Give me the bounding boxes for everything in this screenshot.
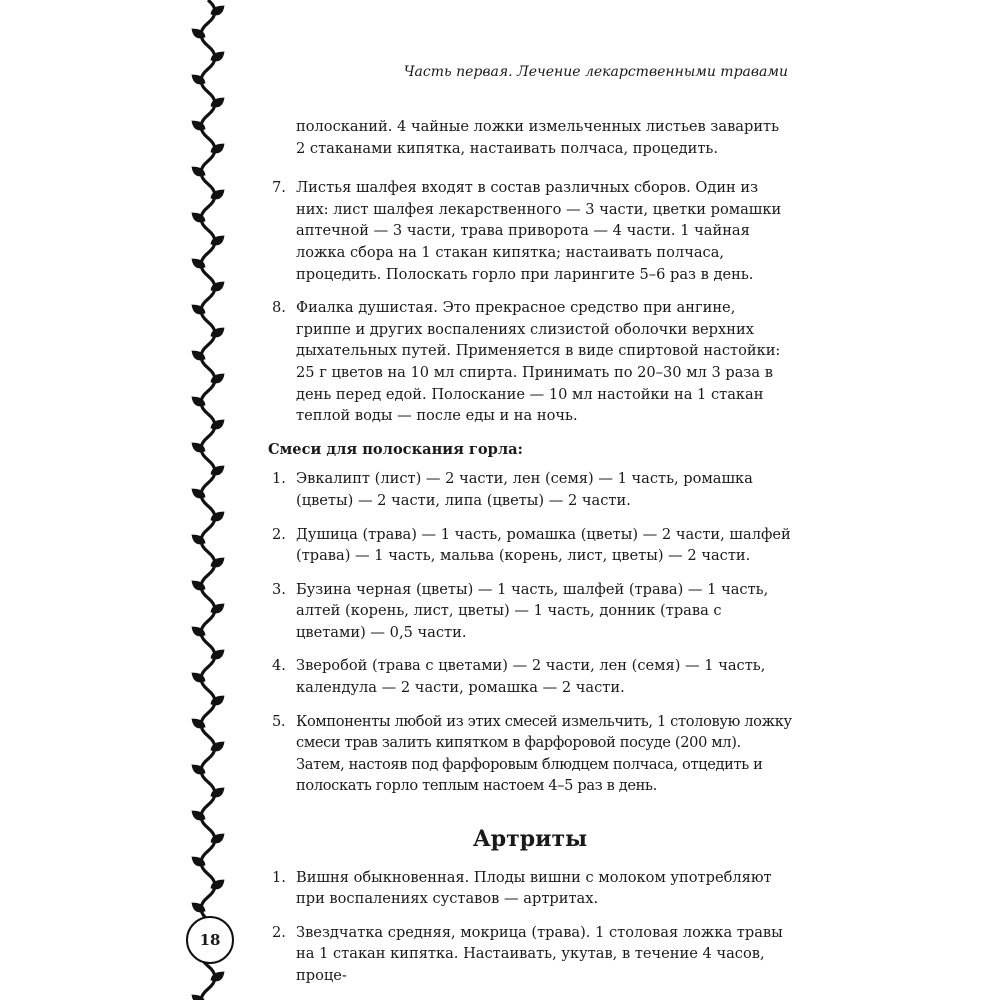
item-text: Зверобой (трава с цветами) — 2 части, лен (семя) — 1 часть, календула — 2 части, ромашка — 2 части. (296, 657, 766, 697)
list-item (268, 297, 792, 427)
continued-paragraph: полосканий. 4 чайные ложки измельченных листьев заварить 2 стаканами кипятка, настаивать полчаса, процедить. (296, 118, 780, 157)
item-text: Компоненты любой из этих смесей измельчить, 1 столовую ложку смеси трав залить кипятком в фарфоровой посуде (200 мл). Затем, настояв под фарфоровым блюдцем полчаса, отцедить и полоскать горло теплым настоем 4–5 раз в день. (296, 712, 792, 795)
page-number: 18 (186, 916, 234, 964)
list-item (268, 524, 792, 567)
item-number: 7. (272, 179, 286, 197)
item-text: Вишня обыкновенная. Плоды вишни с молоком употребляют при воспалениях суставов — артритах. (296, 868, 772, 908)
arthritis-list (268, 867, 792, 987)
list-item (268, 177, 792, 285)
list-item (268, 468, 792, 511)
item-text: Листья шалфея входят в состав различных сборов. Один из них: лист шалфея лекарственного — 3 части, цветки ромашки аптечной — 3 части, трава приворота — 4 части. 1 чайная ложка сбора на 1 стакан кипятка; настаивать полчаса, процедить. Полоскать горло при ларингите 5–6 раз в день. (296, 179, 782, 283)
list-item (268, 711, 792, 797)
list-item (268, 655, 792, 698)
list-item (268, 579, 792, 644)
herbs-list (268, 177, 792, 427)
item-text: Звездчатка средняя, мокрица (трава). 1 столовая ложка травы на 1 стакан кипятка. Настаивать, укутав, в течение 4 часов, проце- (296, 923, 783, 984)
item-number: 8. (272, 299, 286, 317)
list-item (268, 922, 792, 987)
item-text: Фиалка душистая. Это прекрасное средство при ангине, гриппе и других воспалениях слизистой оболочки верхних дыхательных путей. Применяется в виде спиртовой настойки: 25 г цветов на 10 мл спирта. Принимать по 20–30 мл 3 раза в день перед едой. Полоскание — 10 мл настойки на 1 стакан теплой воды — после еды и на ночь. (296, 299, 781, 425)
item-number: 2. (272, 923, 286, 941)
item-number: 3. (272, 580, 286, 598)
item-number: 2. (272, 525, 286, 543)
page-body (268, 116, 792, 999)
item-number: 1. (272, 470, 286, 488)
vine-border-icon (186, 0, 234, 1000)
mixes-list (268, 468, 792, 797)
list-item (268, 867, 792, 910)
item-number: 5. (272, 712, 286, 730)
mixes-heading: Смеси для полоскания горла: (268, 440, 523, 458)
item-text: Душица (трава) — 1 часть, ромашка (цветы) — 2 части, шалфей (трава) — 1 часть, мальва (корень, лист, цветы) — 2 части. (296, 525, 791, 565)
item-text: Эвкалипт (лист) — 2 части, лен (семя) — 1 часть, ромашка (цветы) — 2 части, липа (цветы) — 2 части. (296, 470, 753, 509)
section-title: Артриты (472, 826, 588, 853)
item-number: 4. (272, 657, 286, 675)
item-number: 1. (272, 868, 286, 886)
item-text: Бузина черная (цветы) — 1 часть, шалфей (трава) — 1 часть, алтей (корень, лист, цветы) — 1 часть, донник (трава с цветами) — 0,5 части. (296, 580, 769, 641)
running-head: Часть первая. Лечение лекарственными травами (403, 64, 788, 80)
